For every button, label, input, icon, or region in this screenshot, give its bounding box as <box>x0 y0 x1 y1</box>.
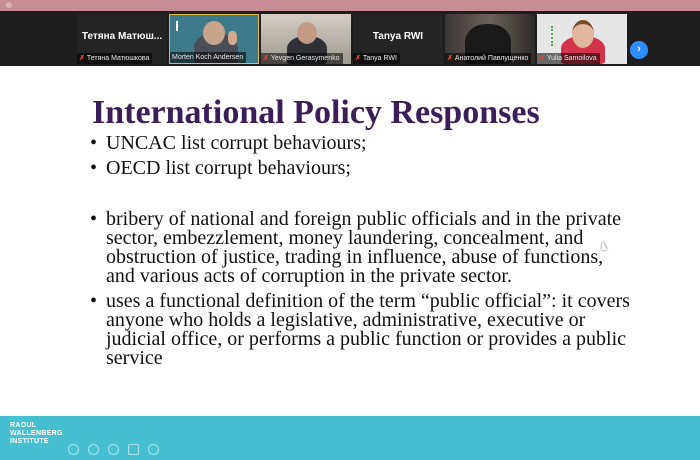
slide-bullet-list <box>90 134 630 368</box>
mic-muted-icon: ✗ <box>539 55 545 62</box>
participant-label: Morten Koch Andersen <box>172 54 244 61</box>
participant-tile[interactable] <box>537 14 627 64</box>
mic-muted-icon: ✗ <box>79 55 85 62</box>
participant-name-bar <box>261 53 343 64</box>
raised-hand <box>228 31 237 45</box>
pointer-icon[interactable] <box>108 444 119 455</box>
participant-label: Тетяна Матюшкова <box>86 55 150 62</box>
participant-display-name: Tanya RWI <box>372 31 424 42</box>
chevron-right-icon[interactable]: › <box>630 41 648 59</box>
slide-bullet: • UNCAC list corrupt behaviours; <box>90 134 630 153</box>
window-top-bar <box>0 0 700 11</box>
participant-tile[interactable] <box>261 14 351 64</box>
more-icon[interactable] <box>148 444 159 455</box>
participant-name-bar <box>445 53 531 64</box>
participant-name-bar <box>537 53 600 64</box>
participant-label: Анатолий Павлущенко <box>454 55 529 62</box>
participant-strip <box>0 11 700 66</box>
participant-tile[interactable] <box>353 14 443 64</box>
participant-label: Yevgen Gerasymenko <box>270 55 340 62</box>
grid-icon[interactable] <box>68 444 79 455</box>
brand-logo-line: WALLENBERG <box>10 430 63 437</box>
participant-video-face <box>572 20 594 48</box>
slide-title: International Policy Responses <box>92 94 540 131</box>
branding-band <box>0 416 700 460</box>
participant-tile[interactable] <box>445 14 535 64</box>
plant-decoration <box>551 26 559 46</box>
zoom-icon[interactable] <box>88 444 99 455</box>
participant-label: Tanya RWI <box>362 55 397 62</box>
window-dot-icon <box>6 2 12 8</box>
slide-bullet: • uses a functional definition of the term “public official”: it covers anyone who holds a legislative, administrative, executive or judicial office, or performs a public function or provides a public service <box>90 292 630 368</box>
shared-slide <box>0 66 700 416</box>
mic-muted-icon: ✗ <box>263 55 269 62</box>
participant-video-face <box>297 22 317 44</box>
participant-tile-active-speaker[interactable] <box>169 14 259 64</box>
participant-tile[interactable] <box>77 14 167 64</box>
mic-muted-icon: ✗ <box>447 55 453 62</box>
camera-icon[interactable] <box>128 444 139 455</box>
wall-logo <box>176 21 192 31</box>
participant-label: Yulia Samoilova <box>546 55 597 62</box>
participant-name-bar <box>77 53 152 64</box>
brand-logo-line: INSTITUTE <box>10 438 49 445</box>
participant-name-bar <box>353 53 400 64</box>
slide-bullet: • bribery of national and foreign public officials and in the private sector, embezzlement, money laundering, concealment, and obstruction of justice, trading in influence, abuse of functions, and various acts of corruption in the private sector. <box>90 210 630 286</box>
brand-logo-line: RAOUL <box>10 422 37 429</box>
mic-muted-icon: ✗ <box>355 55 361 62</box>
participant-video-face <box>203 21 225 45</box>
slide-bullet: • OECD list corrupt behaviours; <box>90 159 630 178</box>
participant-name-bar <box>170 52 246 63</box>
participant-display-name: Тетяна Матюш... <box>81 31 163 42</box>
